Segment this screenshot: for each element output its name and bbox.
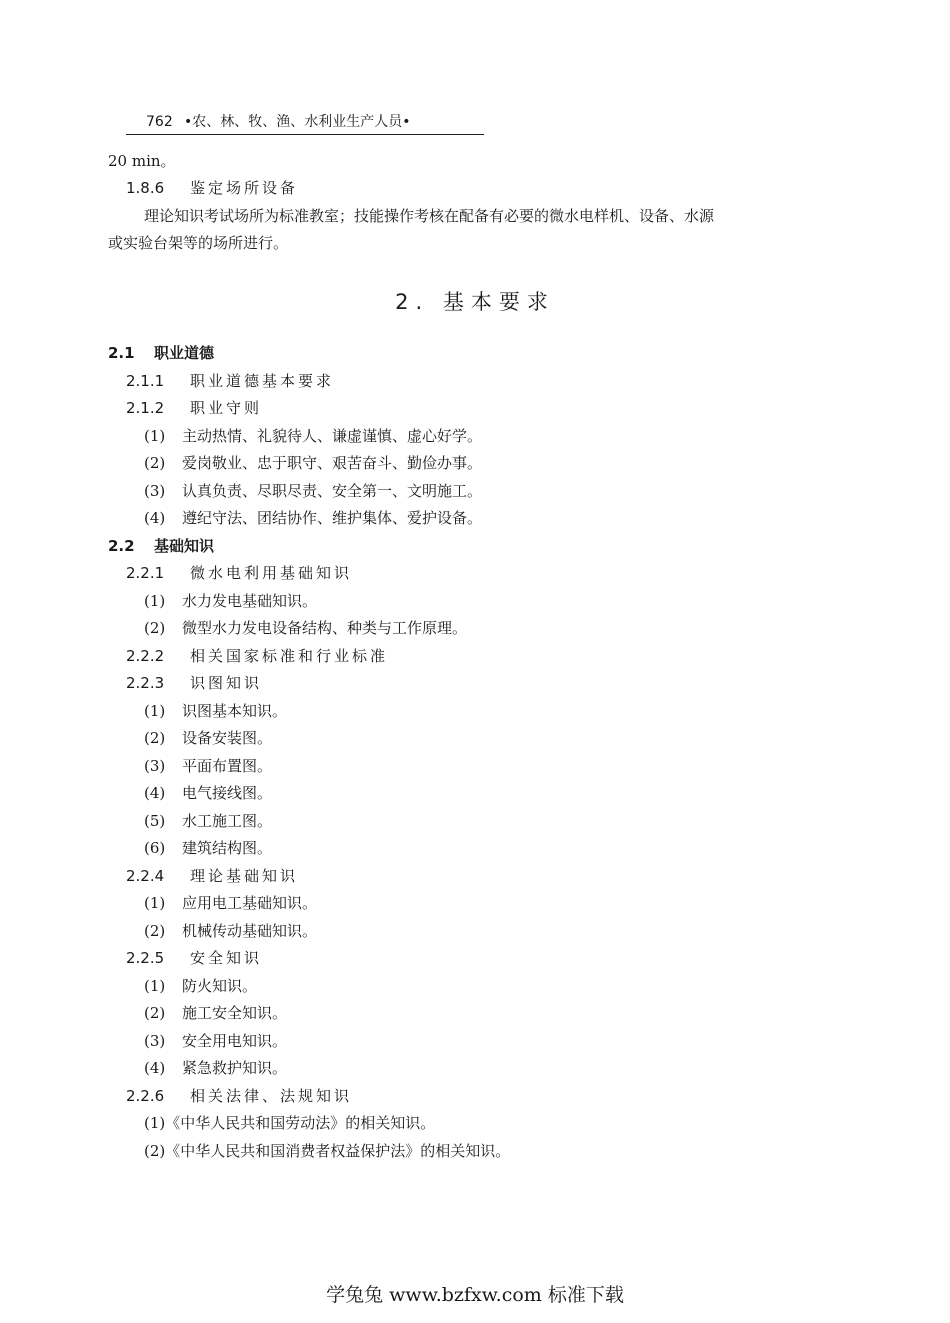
- section-number: 1.8.6: [126, 179, 165, 197]
- item-text: 《中华人民共和国劳动法》的相关知识。: [165, 1114, 436, 1132]
- list-item: [144, 1058, 287, 1078]
- section-number: 2.2: [108, 537, 135, 555]
- list-item: [144, 591, 317, 611]
- section-title: 职业道德基本要求: [190, 372, 335, 390]
- item-text: 安全用电知识。: [182, 1032, 288, 1050]
- list-item: [144, 921, 317, 941]
- section-title: 理论基础知识: [190, 867, 299, 885]
- item-text: 机械传动基础知识。: [182, 922, 318, 940]
- list-item: [144, 1031, 287, 1051]
- section-title: 职业道德: [154, 344, 215, 362]
- item-number: (1): [144, 702, 166, 720]
- item-text: 电气接线图。: [182, 784, 273, 802]
- list-item: [144, 893, 317, 913]
- chapter-title: 2. 基本要求: [395, 290, 555, 314]
- section-title: 识图知识: [190, 674, 263, 692]
- section-title: 相关法律、法规知识: [190, 1087, 353, 1105]
- item-number: (3): [144, 757, 166, 775]
- section-title: 相关国家标准和行业标准: [190, 647, 389, 665]
- section-2-2-heading: [108, 536, 214, 556]
- section-number: 2.2.1: [126, 564, 165, 582]
- section-number: 2.2.6: [126, 1087, 165, 1105]
- list-item: [144, 508, 482, 528]
- section-2-1-heading: [108, 343, 214, 363]
- section-number: 2.1.2: [126, 399, 165, 417]
- item-number: (2): [144, 1004, 166, 1022]
- section-title: 职业守则: [190, 399, 263, 417]
- list-item: [144, 783, 272, 803]
- continuation-text: 20 min。: [108, 152, 176, 170]
- section-2-1-1-heading: [126, 371, 334, 391]
- item-number: (5): [144, 812, 166, 830]
- section-number: 2.2.2: [126, 647, 165, 665]
- item-text: 水工施工图。: [182, 812, 273, 830]
- item-number: (4): [144, 509, 166, 527]
- item-number: (3): [144, 482, 166, 500]
- item-text: 防火知识。: [182, 977, 258, 995]
- list-item: [144, 426, 482, 446]
- item-number: (2): [144, 454, 166, 472]
- item-text: 设备安装图。: [182, 729, 273, 747]
- section-2-2-2-heading: [126, 646, 388, 666]
- item-text: 《中华人民共和国消费者权益保护法》的相关知识。: [165, 1142, 511, 1160]
- item-text: 应用电工基础知识。: [182, 894, 318, 912]
- list-item: [144, 811, 272, 831]
- section-2-1-2-heading: [126, 398, 262, 418]
- item-number: (2): [144, 619, 166, 637]
- section-title: 安全知识: [190, 949, 263, 967]
- list-item: [144, 838, 272, 858]
- item-text: 遵纪守法、团结协作、维护集体、爱护设备。: [182, 509, 483, 527]
- paragraph-line-2: 或实验台架等的场所进行。: [108, 234, 289, 252]
- list-item: [144, 701, 287, 721]
- item-text: 识图基本知识。: [182, 702, 288, 720]
- item-number: (2): [144, 729, 166, 747]
- item-text: 紧急救护知识。: [182, 1059, 288, 1077]
- section-title: 基础知识: [154, 537, 215, 555]
- section-title: 微水电利用基础知识: [190, 564, 353, 582]
- watermark-footer: 学兔兔 www.bzfxw.com 标准下载: [326, 1284, 624, 1306]
- item-number: (1): [144, 427, 166, 445]
- list-item: [144, 976, 257, 996]
- list-item: [144, 618, 467, 638]
- item-text: 平面布置图。: [182, 757, 273, 775]
- item-text: 微型水力发电设备结构、种类与工作原理。: [182, 619, 468, 637]
- item-text: 建筑结构图。: [182, 839, 273, 857]
- list-item: [144, 1113, 435, 1133]
- item-number: (1): [144, 894, 166, 912]
- list-item: [144, 453, 482, 473]
- section-number: 2.2.4: [126, 867, 165, 885]
- section-2-2-6-heading: [126, 1086, 352, 1106]
- item-number: (1): [144, 592, 166, 610]
- list-item: [144, 1141, 510, 1161]
- section-2-2-5-heading: [126, 948, 262, 968]
- running-header: [126, 112, 484, 135]
- section-1-8-6-heading: [126, 178, 298, 198]
- item-text: 水力发电基础知识。: [182, 592, 318, 610]
- item-number: (3): [144, 1032, 166, 1050]
- section-2-2-3-heading: [126, 673, 262, 693]
- item-number: (1): [144, 977, 166, 995]
- page-number: 762: [146, 114, 173, 130]
- section-title: 鉴定场所设备: [190, 179, 299, 197]
- item-text: 施工安全知识。: [182, 1004, 288, 1022]
- item-number: (2): [144, 1142, 166, 1160]
- section-number: 2.2.5: [126, 949, 165, 967]
- item-text: 爱岗敬业、忠于职守、艰苦奋斗、勤俭办事。: [182, 454, 483, 472]
- list-item: [144, 728, 272, 748]
- paragraph-line-1: 理论知识考试场所为标准教室；技能操作考核在配备有必要的微水电样机、设备、水源: [144, 207, 715, 225]
- running-title: •农、林、牧、渔、水利业生产人员•: [184, 114, 411, 130]
- item-number: (4): [144, 1059, 166, 1077]
- item-number: (6): [144, 839, 166, 857]
- section-number: 2.2.3: [126, 674, 165, 692]
- item-number: (1): [144, 1114, 166, 1132]
- item-text: 主动热情、礼貌待人、谦虚谨慎、虚心好学。: [182, 427, 483, 445]
- list-item: [144, 756, 272, 776]
- section-number: 2.1.1: [126, 372, 165, 390]
- list-item: [144, 481, 482, 501]
- item-number: (2): [144, 922, 166, 940]
- section-2-2-1-heading: [126, 563, 352, 583]
- list-item: [144, 1003, 287, 1023]
- item-number: (4): [144, 784, 166, 802]
- section-number: 2.1: [108, 344, 135, 362]
- section-2-2-4-heading: [126, 866, 298, 886]
- item-text: 认真负责、尽职尽责、安全第一、文明施工。: [182, 482, 483, 500]
